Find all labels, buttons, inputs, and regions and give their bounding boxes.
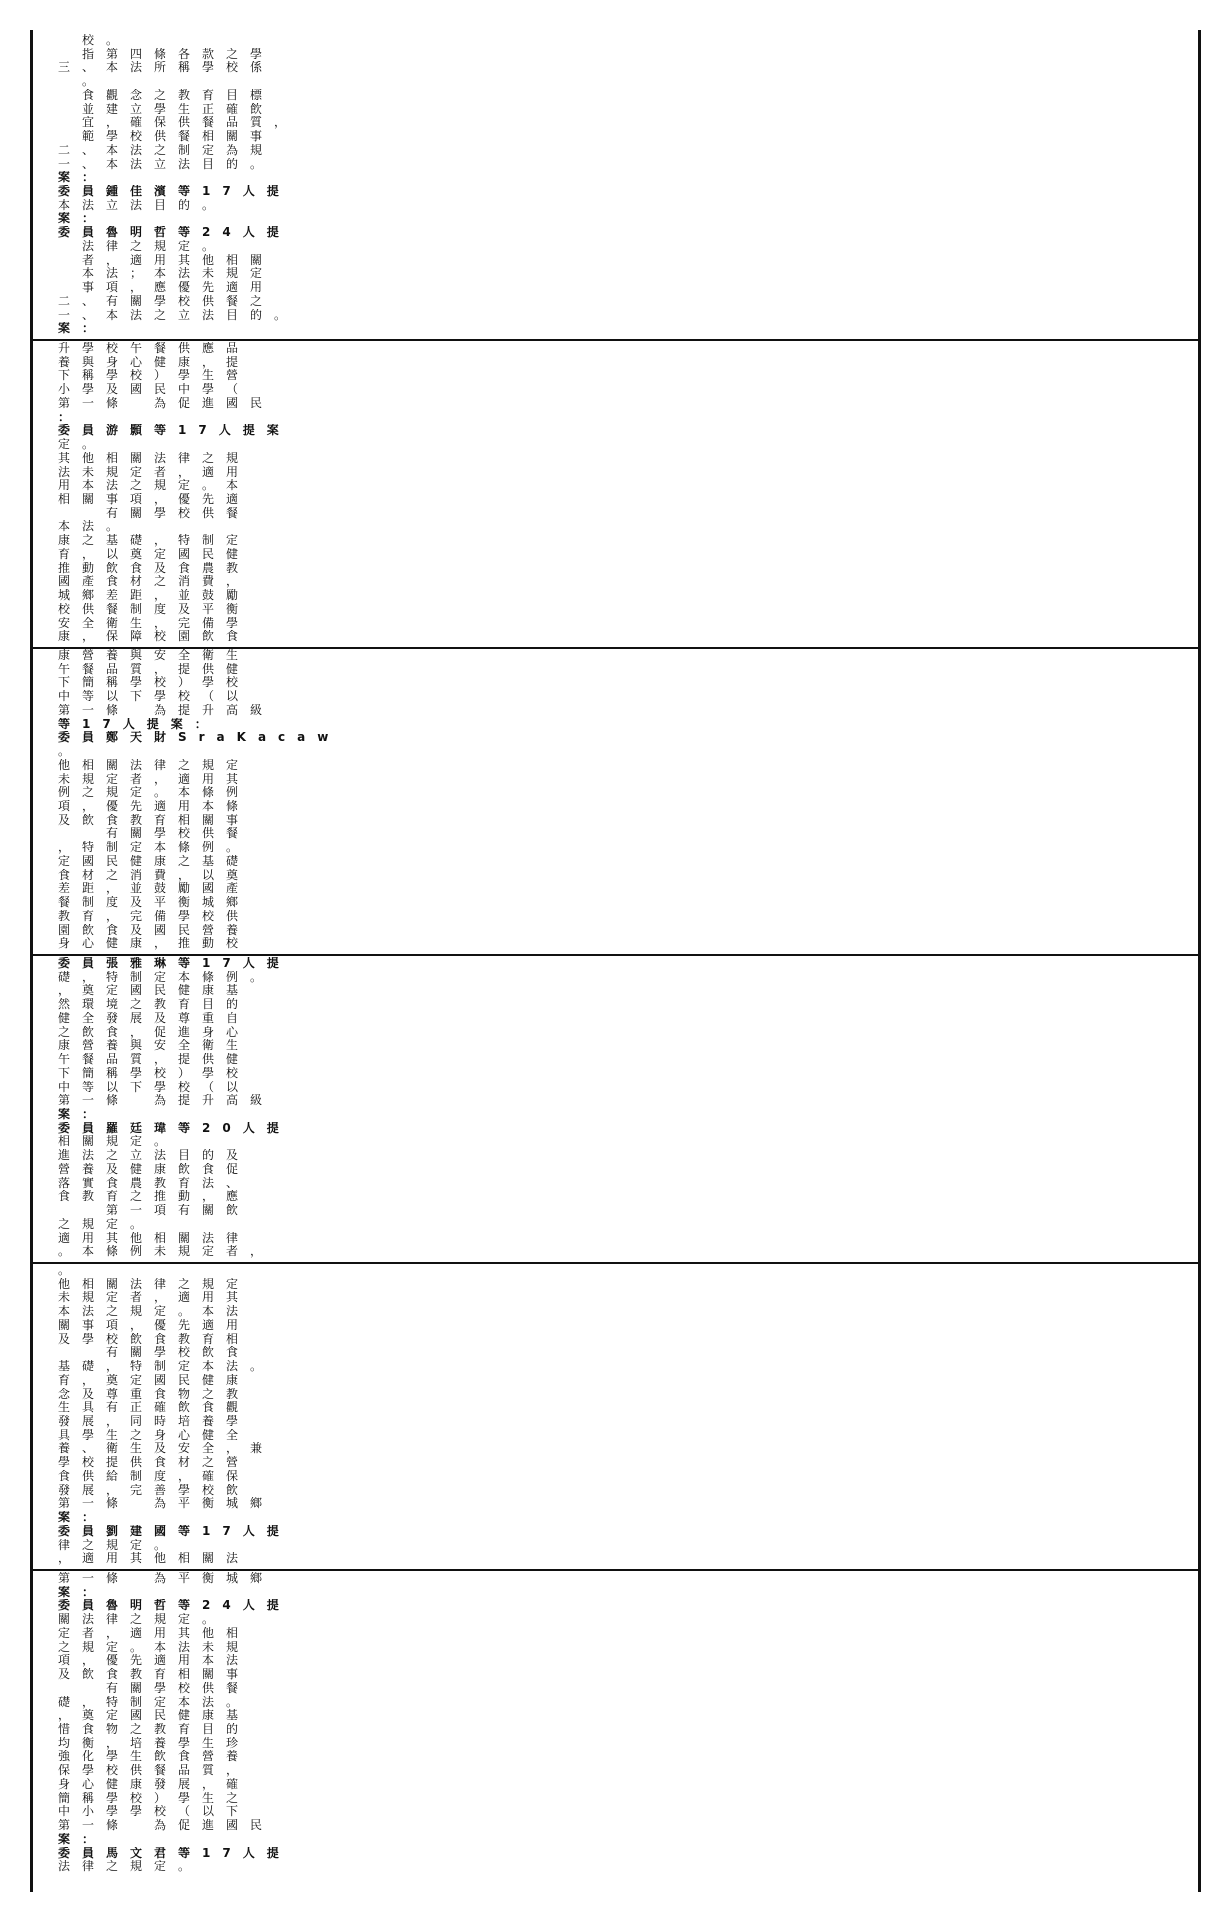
text-band bbox=[30, 1568, 1201, 1878]
proposer-heading: 案： bbox=[58, 1511, 107, 1525]
text-line: 他相關法律之規定 bbox=[58, 758, 251, 772]
text-line: 身心健康，推動校 bbox=[58, 937, 251, 951]
text-line: 育，以奠定國民健 bbox=[58, 547, 251, 561]
proposer-heading: 委員張雅琳等17人提 bbox=[58, 957, 291, 970]
text-band bbox=[30, 30, 1201, 340]
text-line: 康營養與安全衛生 bbox=[58, 649, 251, 662]
text-line: 下稱學校）學生營 bbox=[58, 369, 251, 383]
text-line: ，適用其他相關法 bbox=[58, 1552, 251, 1566]
text-line: 相關規定。 bbox=[58, 1135, 179, 1149]
text-line: 午餐品質，提供健 bbox=[58, 1053, 251, 1067]
text-line: 國產食材之消費， bbox=[58, 575, 251, 589]
text-line: 之規定。本法未規 bbox=[58, 1640, 251, 1654]
text-line: 食觀念之教育目標 bbox=[58, 88, 275, 102]
text-line: 第一條 為促進國民 bbox=[58, 396, 275, 410]
text-line: 定者，適用其他相 bbox=[58, 1626, 251, 1640]
text-line: 法律之規定。 bbox=[58, 1860, 203, 1874]
text-line: 簡稱學校）學生之 bbox=[58, 1791, 251, 1805]
text-line: 他相關法律之規定 bbox=[58, 1277, 251, 1291]
text-line: 關事項，優先適用 bbox=[58, 1318, 251, 1332]
text-line: 本法；本法未規定 bbox=[58, 267, 275, 281]
text-line: ，特制定本條例。 bbox=[58, 841, 251, 855]
text-line: 事項，應優先適用 bbox=[58, 281, 275, 295]
text-line: 礎，特制定本條例。 bbox=[58, 970, 275, 984]
text-line: ，奠定國民健康基 bbox=[58, 1709, 251, 1723]
text-line: 一、本法之立法目的。 bbox=[58, 308, 299, 322]
text-line: 食材之消費，以奠 bbox=[58, 868, 251, 882]
text-line: 一、本法立法目的。 bbox=[58, 157, 275, 171]
text-band bbox=[30, 1260, 1201, 1570]
text-line: 中小學學校（以下 bbox=[58, 1805, 251, 1819]
text-line: 關法律之規定。 bbox=[58, 1613, 227, 1627]
proposer-heading: 案： bbox=[58, 171, 107, 185]
proposer-heading: 委員游顥等17人提案 bbox=[58, 424, 291, 438]
text-line: 食供給制度，確保 bbox=[58, 1469, 251, 1483]
text-line: 。 bbox=[58, 1264, 83, 1277]
text-line: 第一條 為平衡城鄉 bbox=[58, 1572, 275, 1585]
text-line: 。 bbox=[58, 745, 83, 759]
text-line: 有關學校供餐 bbox=[58, 506, 251, 520]
text-line: 進法之立法目的及 bbox=[58, 1149, 251, 1163]
proposer-heading: 委員羅廷瑋等20人提 bbox=[58, 1121, 291, 1135]
text-line: 適用其他相關法律 bbox=[58, 1231, 251, 1245]
proposer-heading: 委員馬文君等17人提 bbox=[58, 1846, 291, 1860]
text-line: 項，優先適用本法 bbox=[58, 1654, 251, 1668]
text-line: 中等以下學校（以 bbox=[58, 690, 251, 704]
text-line: 學校提供食材之營 bbox=[58, 1456, 251, 1470]
text-line: 並建立學生正確飲 bbox=[58, 102, 275, 116]
text-line: 定國民健康之基礎 bbox=[58, 854, 251, 868]
text-line: 法未規定者，適用 bbox=[58, 465, 251, 479]
text-line: 第一條 為提升高級 bbox=[58, 1094, 275, 1108]
text-line: 差距，並鼓勵國產 bbox=[58, 882, 251, 896]
text-line: 二、有關學校供餐之 bbox=[58, 294, 275, 308]
text-line: 其他相關法律之規 bbox=[58, 451, 251, 465]
text-line: 用本法之規定。本 bbox=[58, 479, 251, 493]
text-band bbox=[30, 645, 1201, 955]
text-line: 中等以下學校（以 bbox=[58, 1080, 251, 1094]
text-line: 法律之規定。 bbox=[58, 239, 227, 253]
text-line: 之規定。 bbox=[58, 1217, 155, 1231]
text-line: 教育，完備學校供 bbox=[58, 909, 251, 923]
proposer-heading: 等17人提案： bbox=[58, 717, 219, 731]
text-line: 城鄉差距，並鼓勵 bbox=[58, 589, 251, 603]
text-line: 例之規定。本條例 bbox=[58, 786, 251, 800]
text-line: 保學校供餐品質， bbox=[58, 1764, 251, 1778]
text-line: 第一項有關飲 bbox=[58, 1204, 251, 1218]
proposer-heading: 案： bbox=[58, 1108, 107, 1121]
text-line: 園飲食及國民營養 bbox=[58, 923, 251, 937]
text-line: 有關學校供餐 bbox=[58, 827, 251, 841]
text-line: 基礎，特制定本法。 bbox=[58, 1360, 275, 1374]
text-line: 生具有正確飲食觀 bbox=[58, 1401, 251, 1415]
text-line: 強化學生飲食營養 bbox=[58, 1750, 251, 1764]
text-line: 下簡稱學校）學校 bbox=[58, 1066, 251, 1080]
proposer-heading: 委員鄭天財SraKacaw bbox=[58, 731, 341, 745]
text-line: 有關學校供餐 bbox=[58, 1681, 251, 1695]
text-line: 定。 bbox=[58, 438, 107, 452]
text-line: 發展，同時培養學 bbox=[58, 1415, 251, 1428]
proposer-heading: 委員鍾佳濱等17人提 bbox=[58, 185, 291, 198]
text-line: 未規定者，適用其 bbox=[58, 772, 251, 786]
text-line: 有關學校飲食 bbox=[58, 1346, 251, 1360]
text-line: 惜食物之教育目的 bbox=[58, 1723, 251, 1736]
text-line: 育，奠定國民健康 bbox=[58, 1373, 251, 1387]
text-line: 者，適用其他相關 bbox=[58, 253, 275, 267]
text-line: 二、本法之制定為規 bbox=[58, 143, 275, 157]
text-line: 未規定者，適用其 bbox=[58, 1291, 251, 1305]
text-line: 推動飲食及食農教 bbox=[58, 561, 251, 575]
text-line: 落實食農教育法、 bbox=[58, 1176, 251, 1190]
proposer-heading: 委員劉建國等17人提 bbox=[58, 1524, 291, 1538]
text-line: 校。 bbox=[58, 34, 131, 47]
text-line: 第一條 為促進國民 bbox=[58, 1819, 275, 1833]
text-line: 午餐品質，提供健 bbox=[58, 662, 251, 676]
text-line: 之飲食，促進身心 bbox=[58, 1025, 251, 1039]
proposer-heading: 委員魯明哲等24人提 bbox=[58, 1599, 291, 1613]
text-line: 律之規定。 bbox=[58, 1538, 179, 1552]
text-line: 相關事項，優先適 bbox=[58, 493, 251, 506]
text-line: 項，優先適用本條 bbox=[58, 800, 251, 813]
proposer-heading: 案： bbox=[58, 322, 107, 336]
text-line: 校供餐制度及平衡 bbox=[58, 602, 251, 616]
text-line: 安全衛生，完備學 bbox=[58, 616, 251, 630]
text-line: 具學生之身心健全 bbox=[58, 1428, 251, 1442]
proposer-heading: ： bbox=[58, 410, 83, 424]
text-band bbox=[30, 953, 1201, 1263]
text-line: 本法。 bbox=[58, 520, 131, 534]
document-page bbox=[30, 30, 1201, 1892]
text-line: 營養及健康飲食促 bbox=[58, 1162, 251, 1176]
text-line: 第一條 為提升高級 bbox=[58, 703, 275, 717]
text-line: 餐制度及平衡城鄉 bbox=[58, 896, 251, 910]
proposer-heading: 委員魯明哲等24人提 bbox=[58, 226, 291, 240]
text-line: 健全發展及尊重自 bbox=[58, 1011, 251, 1025]
text-line: 下簡稱學校）學校 bbox=[58, 676, 251, 690]
text-line: 範學校供餐相關事 bbox=[58, 130, 275, 144]
text-line: 康之基礎，特制定 bbox=[58, 534, 251, 548]
proposer-heading: 案： bbox=[58, 212, 107, 226]
proposer-heading: 案： bbox=[58, 1832, 107, 1846]
text-line: 小學及國民中學（ bbox=[58, 383, 251, 397]
text-line: 食教育之推動，應 bbox=[58, 1190, 251, 1204]
text-line: 養、衛生及安全，兼 bbox=[58, 1442, 275, 1456]
text-line: 念及尊重食物之教 bbox=[58, 1387, 251, 1401]
text-line: ，奠定國民健康基 bbox=[58, 984, 251, 998]
text-line: 本法立法目的。 bbox=[58, 198, 227, 212]
text-band bbox=[30, 338, 1201, 648]
text-line: 。 bbox=[58, 75, 107, 89]
text-line: 礎，特制定本法。 bbox=[58, 1695, 251, 1709]
text-line: 。本條例未規定者， bbox=[58, 1245, 275, 1259]
text-line: 及學校飲食教育相 bbox=[58, 1332, 251, 1346]
proposer-heading: 案： bbox=[58, 1585, 107, 1599]
text-line: 然環境之教育目的 bbox=[58, 998, 251, 1012]
text-line: 康營養與安全衛生 bbox=[58, 1039, 251, 1053]
text-line: 本法之規定。本法 bbox=[58, 1305, 251, 1319]
text-line: 均衡，培養學生珍 bbox=[58, 1736, 251, 1750]
text-line: 養與身心健康，提 bbox=[58, 355, 251, 369]
text-line: 身心健康發展，確 bbox=[58, 1777, 251, 1791]
text-line: 康，保障校園飲食 bbox=[58, 630, 251, 644]
text-line: 指第四條各款之學 bbox=[58, 47, 275, 61]
text-line: 及飲食教育相關事 bbox=[58, 1668, 251, 1682]
text-line: 升學校午餐供應品 bbox=[58, 342, 251, 355]
text-line: 宜，確保供餐品質， bbox=[58, 116, 299, 130]
text-line: 第一條 為平衡城鄉 bbox=[58, 1497, 275, 1511]
text-line: 及飲食教育相關事 bbox=[58, 813, 251, 827]
text-line: 發展，完善學校飲 bbox=[58, 1483, 251, 1497]
text-line: 三、本法所稱學校係 bbox=[58, 61, 275, 75]
